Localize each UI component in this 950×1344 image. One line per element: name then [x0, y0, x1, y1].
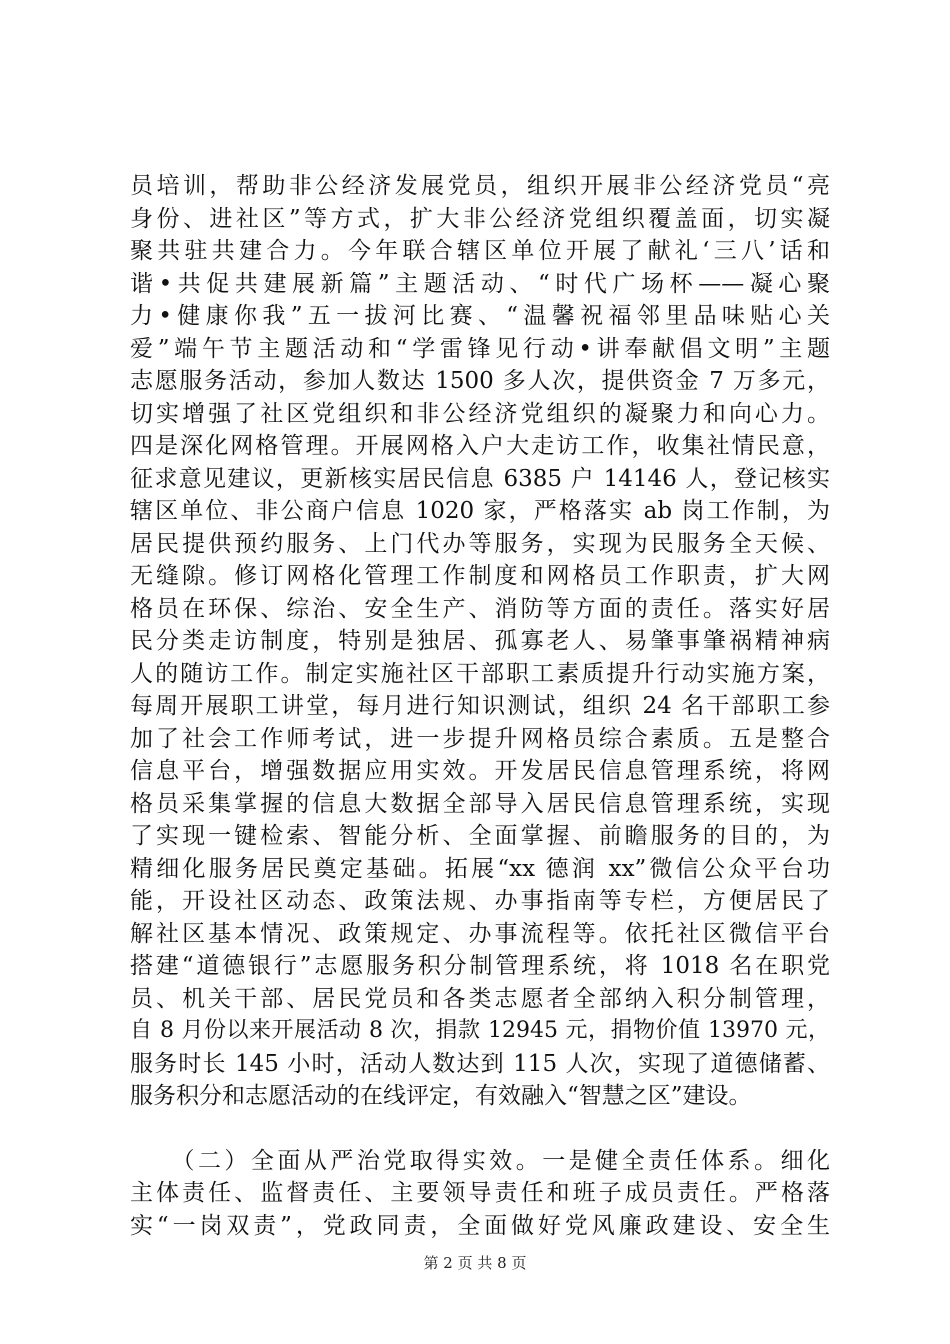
text-line: 民分类走访制度，特别是独居、孤寡老人、易肇事肇祸精神病: [130, 628, 830, 654]
text-line: 格员采集掌握的信息大数据全部导入居民信息管理系统，实现: [130, 790, 830, 817]
text-line: 主体责任、监督责任、主要领导责任和班子成员责任。严格落: [130, 1180, 830, 1206]
text-line: 志愿服务活动，参加人数达 1500 多人次，提供资金 7 万多元，: [130, 368, 830, 394]
text-line: 聚共驻共建合力。今年联合辖区单位开展了献礼‘三八’话和: [130, 238, 830, 264]
text-line: 格员在环保、综治、安全生产、消防等方面的责任。落实好居: [130, 595, 830, 622]
text-line: 能，开设社区动态、政策法规、办事指南等专栏，方便居民了: [130, 888, 830, 914]
text-line: 解社区基本情况、政策规定、办事流程等。依托社区微信平台: [130, 920, 830, 947]
text-line: 自 8 月份以来开展活动 8 次，捐款 12945 元，捐物价值 13970 元，: [130, 1018, 830, 1043]
text-line: 征求意见建议，更新核实居民信息 6385 户 14146 人，登记核实: [130, 465, 830, 492]
text-line: 搭建“道德银行”志愿服务积分制管理系统，将 1018 名在职党: [130, 953, 830, 979]
text-line: （二）全面从严治党取得实效。一是健全责任体系。细化: [130, 1147, 830, 1174]
text-line: 爱”端午节主题活动和“学雷锋见行动•讲奉献倡文明”主题: [130, 335, 830, 362]
text-line: 居民提供预约服务、上门代办等服务，实现为民服务全天候、: [130, 530, 830, 557]
text-line: 实“一岗双责”，党政同责，全面做好党风廉政建设、安全生: [130, 1212, 830, 1239]
paragraph-gap: [130, 1113, 830, 1145]
text-line: 人的随访工作。制定实施社区干部职工素质提升行动实施方案，: [130, 660, 830, 687]
text-line: 了实现一键检索、智能分析、全面掌握、前瞻服务的目的，为: [130, 823, 830, 849]
text-line: 信息平台，增强数据应用实效。开发居民信息管理系统，将网: [130, 758, 830, 784]
text-line: 精细化服务居民奠定基础。拓展“xx 德润 xx”微信公众平台功: [130, 855, 830, 882]
paragraph-1: [130, 170, 830, 1113]
text-line: 力•健康你我”五一拔河比赛、“温馨祝福邻里品味贴心关: [130, 303, 830, 329]
page-number-footer: 第 2 页 共 8 页: [423, 1254, 527, 1272]
paragraph-2: [130, 1145, 830, 1243]
text-line: 服务时长 145 小时，活动人数达到 115 人次，实现了道德储蓄、: [130, 1050, 830, 1077]
text-line: 员、机关干部、居民党员和各类志愿者全部纳入积分制管理，: [130, 985, 830, 1012]
text-line: 四是深化网格管理。开展网格入户大走访工作，收集社情民意，: [130, 433, 830, 459]
text-line: 切实增强了社区党组织和非公经济党组织的凝聚力和向心力。: [130, 400, 830, 427]
text-line: 辖区单位、非公商户信息 1020 家，严格落实 ab 岗工作制，为: [130, 498, 830, 524]
text-line: 服务积分和志愿活动的在线评定，有效融入“智慧之区”建设。: [130, 1083, 752, 1109]
text-line: 加了社会工作师考试，进一步提升网格员综合素质。五是整合: [130, 725, 830, 752]
text-line: 无缝隙。修订网格化管理工作制度和网格员工作职责，扩大网: [130, 563, 830, 589]
text-line: 身份、进社区”等方式，扩大非公经济党组织覆盖面，切实凝: [130, 205, 830, 232]
text-line: 员培训，帮助非公经济发展党员，组织开展非公经济党员“亮: [130, 173, 830, 199]
text-line: 谐•共促共建展新篇”主题活动、“时代广场杯——凝心聚: [130, 270, 830, 297]
document-body: [130, 170, 830, 1242]
text-line: 每周开展职工讲堂，每月进行知识测试，组织 24 名干部职工参: [130, 693, 830, 719]
